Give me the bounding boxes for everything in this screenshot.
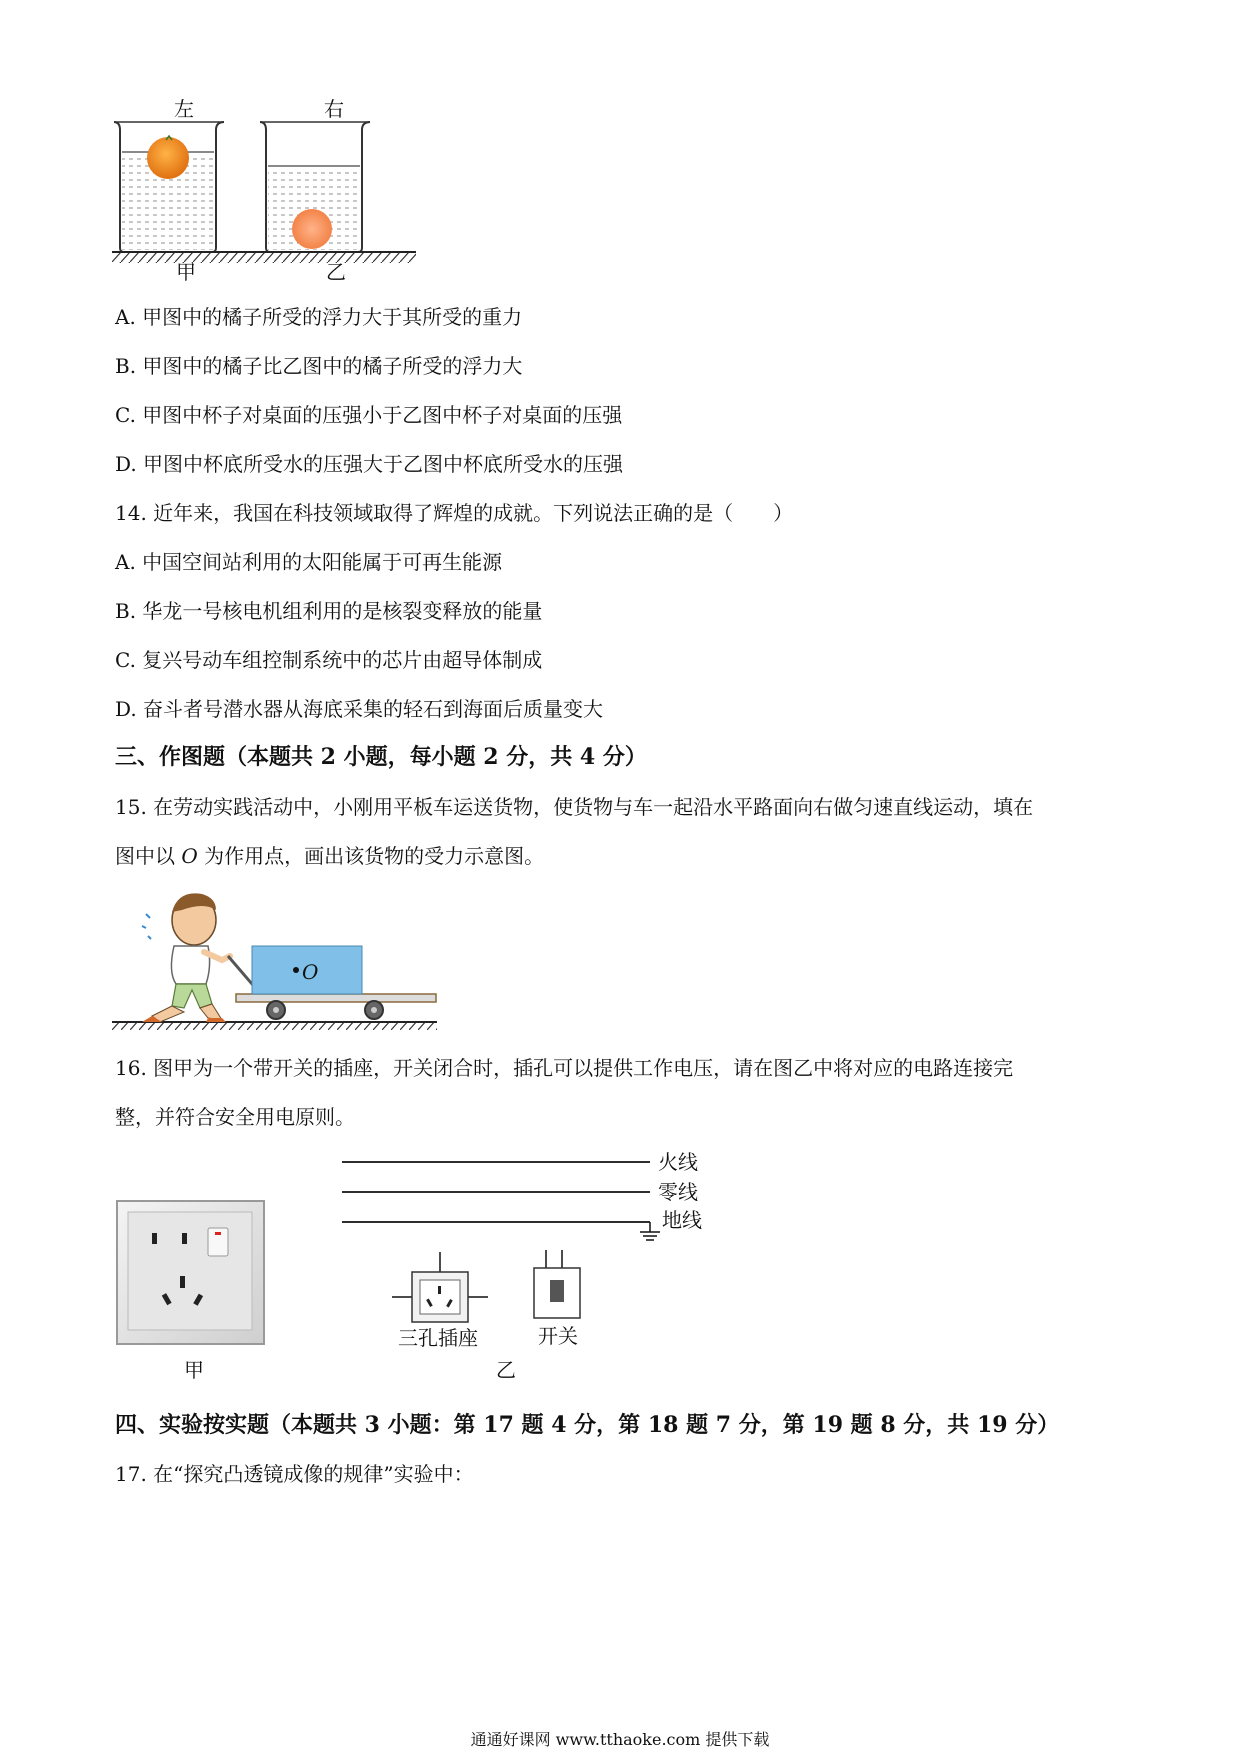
switch-icon (534, 1250, 580, 1318)
q16-line1: 16. 图甲为一个带开关的插座，开关闭合时，插孔可以提供工作电压，请在图乙中将对应的电路连接完 (115, 1056, 1014, 1080)
caption-jia: 甲 (184, 1358, 204, 1382)
cart-figure (112, 880, 442, 1030)
wiring-figure (340, 1150, 720, 1350)
caption-yi: 乙 (496, 1358, 516, 1382)
three-hole-socket-icon (392, 1252, 488, 1322)
point-o-label: O (302, 960, 319, 984)
q13-option-b: B. 甲图中的橘子比乙图中的橘子所受的浮力大 (115, 354, 523, 378)
wire-live-label: 火线 (658, 1150, 698, 1174)
socket-photo (116, 1200, 266, 1345)
q15-line1: 15. 在劳动实践活动中，小刚用平板车运送货物，使货物与车一起沿水平路面向右做匀速直线运动，填在 (115, 795, 1034, 819)
section4-title: 四、实验按实题（本题共 3 小题：第 17 题 4 分，第 18 题 7 分，第 19 题 8 分，共 19 分） (115, 1412, 1060, 1438)
switch-label: 开关 (538, 1324, 578, 1348)
wire-neutral-label: 零线 (658, 1180, 698, 1204)
q15-line2-post: 为作用点，画出该货物的受力示意图。 (197, 844, 545, 868)
wire-ground-label: 地线 (662, 1208, 702, 1232)
q17-stem: 17. 在“探究凸透镜成像的规律”实验中： (115, 1462, 474, 1486)
q14-stem: 14. 近年来，我国在科技领域取得了辉煌的成就。下列说法正确的是（ ） (115, 501, 794, 525)
caption-right: 乙 (326, 260, 346, 284)
point-o-icon (293, 967, 299, 973)
orange-floating-icon (147, 137, 189, 179)
q14-option-b: B. 华龙一号核电机组利用的是核裂变释放的能量 (115, 599, 543, 623)
boy-icon (142, 893, 230, 1022)
q14-option-c: C. 复兴号动车组控制系统中的芯片由超导体制成 (115, 648, 543, 672)
beakers-drawing (112, 92, 422, 282)
caption-left: 甲 (176, 260, 196, 284)
q13-option-d: D. 甲图中杯底所受水的压强大于乙图中杯底所受水的压强 (115, 452, 624, 476)
q13-option-c: C. 甲图中杯子对桌面的压强小于乙图中杯子对桌面的压强 (115, 403, 623, 427)
cart-drawing (112, 880, 442, 1030)
q14-option-d: D. 奋斗者号潜水器从海底采集的轻石到海面后质量变大 (115, 697, 604, 721)
socket-photo-drawing (116, 1200, 266, 1345)
label-right: 右 (324, 97, 344, 121)
q13-option-a: A. 甲图中的橘子所受的浮力大于其所受的重力 (115, 305, 523, 329)
q16-line2: 整，并符合安全用电原则。 (115, 1105, 355, 1129)
orange-sunk-icon (292, 209, 332, 249)
q14-option-a: A. 中国空间站利用的太阳能属于可再生能源 (115, 550, 503, 574)
q15-var-o: O (181, 844, 198, 868)
label-left: 左 (174, 97, 194, 121)
section3-title: 三、作图题（本题共 2 小题，每小题 2 分，共 4 分） (115, 744, 647, 770)
socket-label: 三孔插座 (398, 1326, 478, 1350)
page-footer: 通通好课网 www.tthaoke.com 提供下载 (470, 1730, 770, 1749)
q15-line2 (115, 842, 544, 870)
q15-line2-pre: 图中以 (115, 844, 182, 868)
beakers-figure (112, 92, 422, 282)
